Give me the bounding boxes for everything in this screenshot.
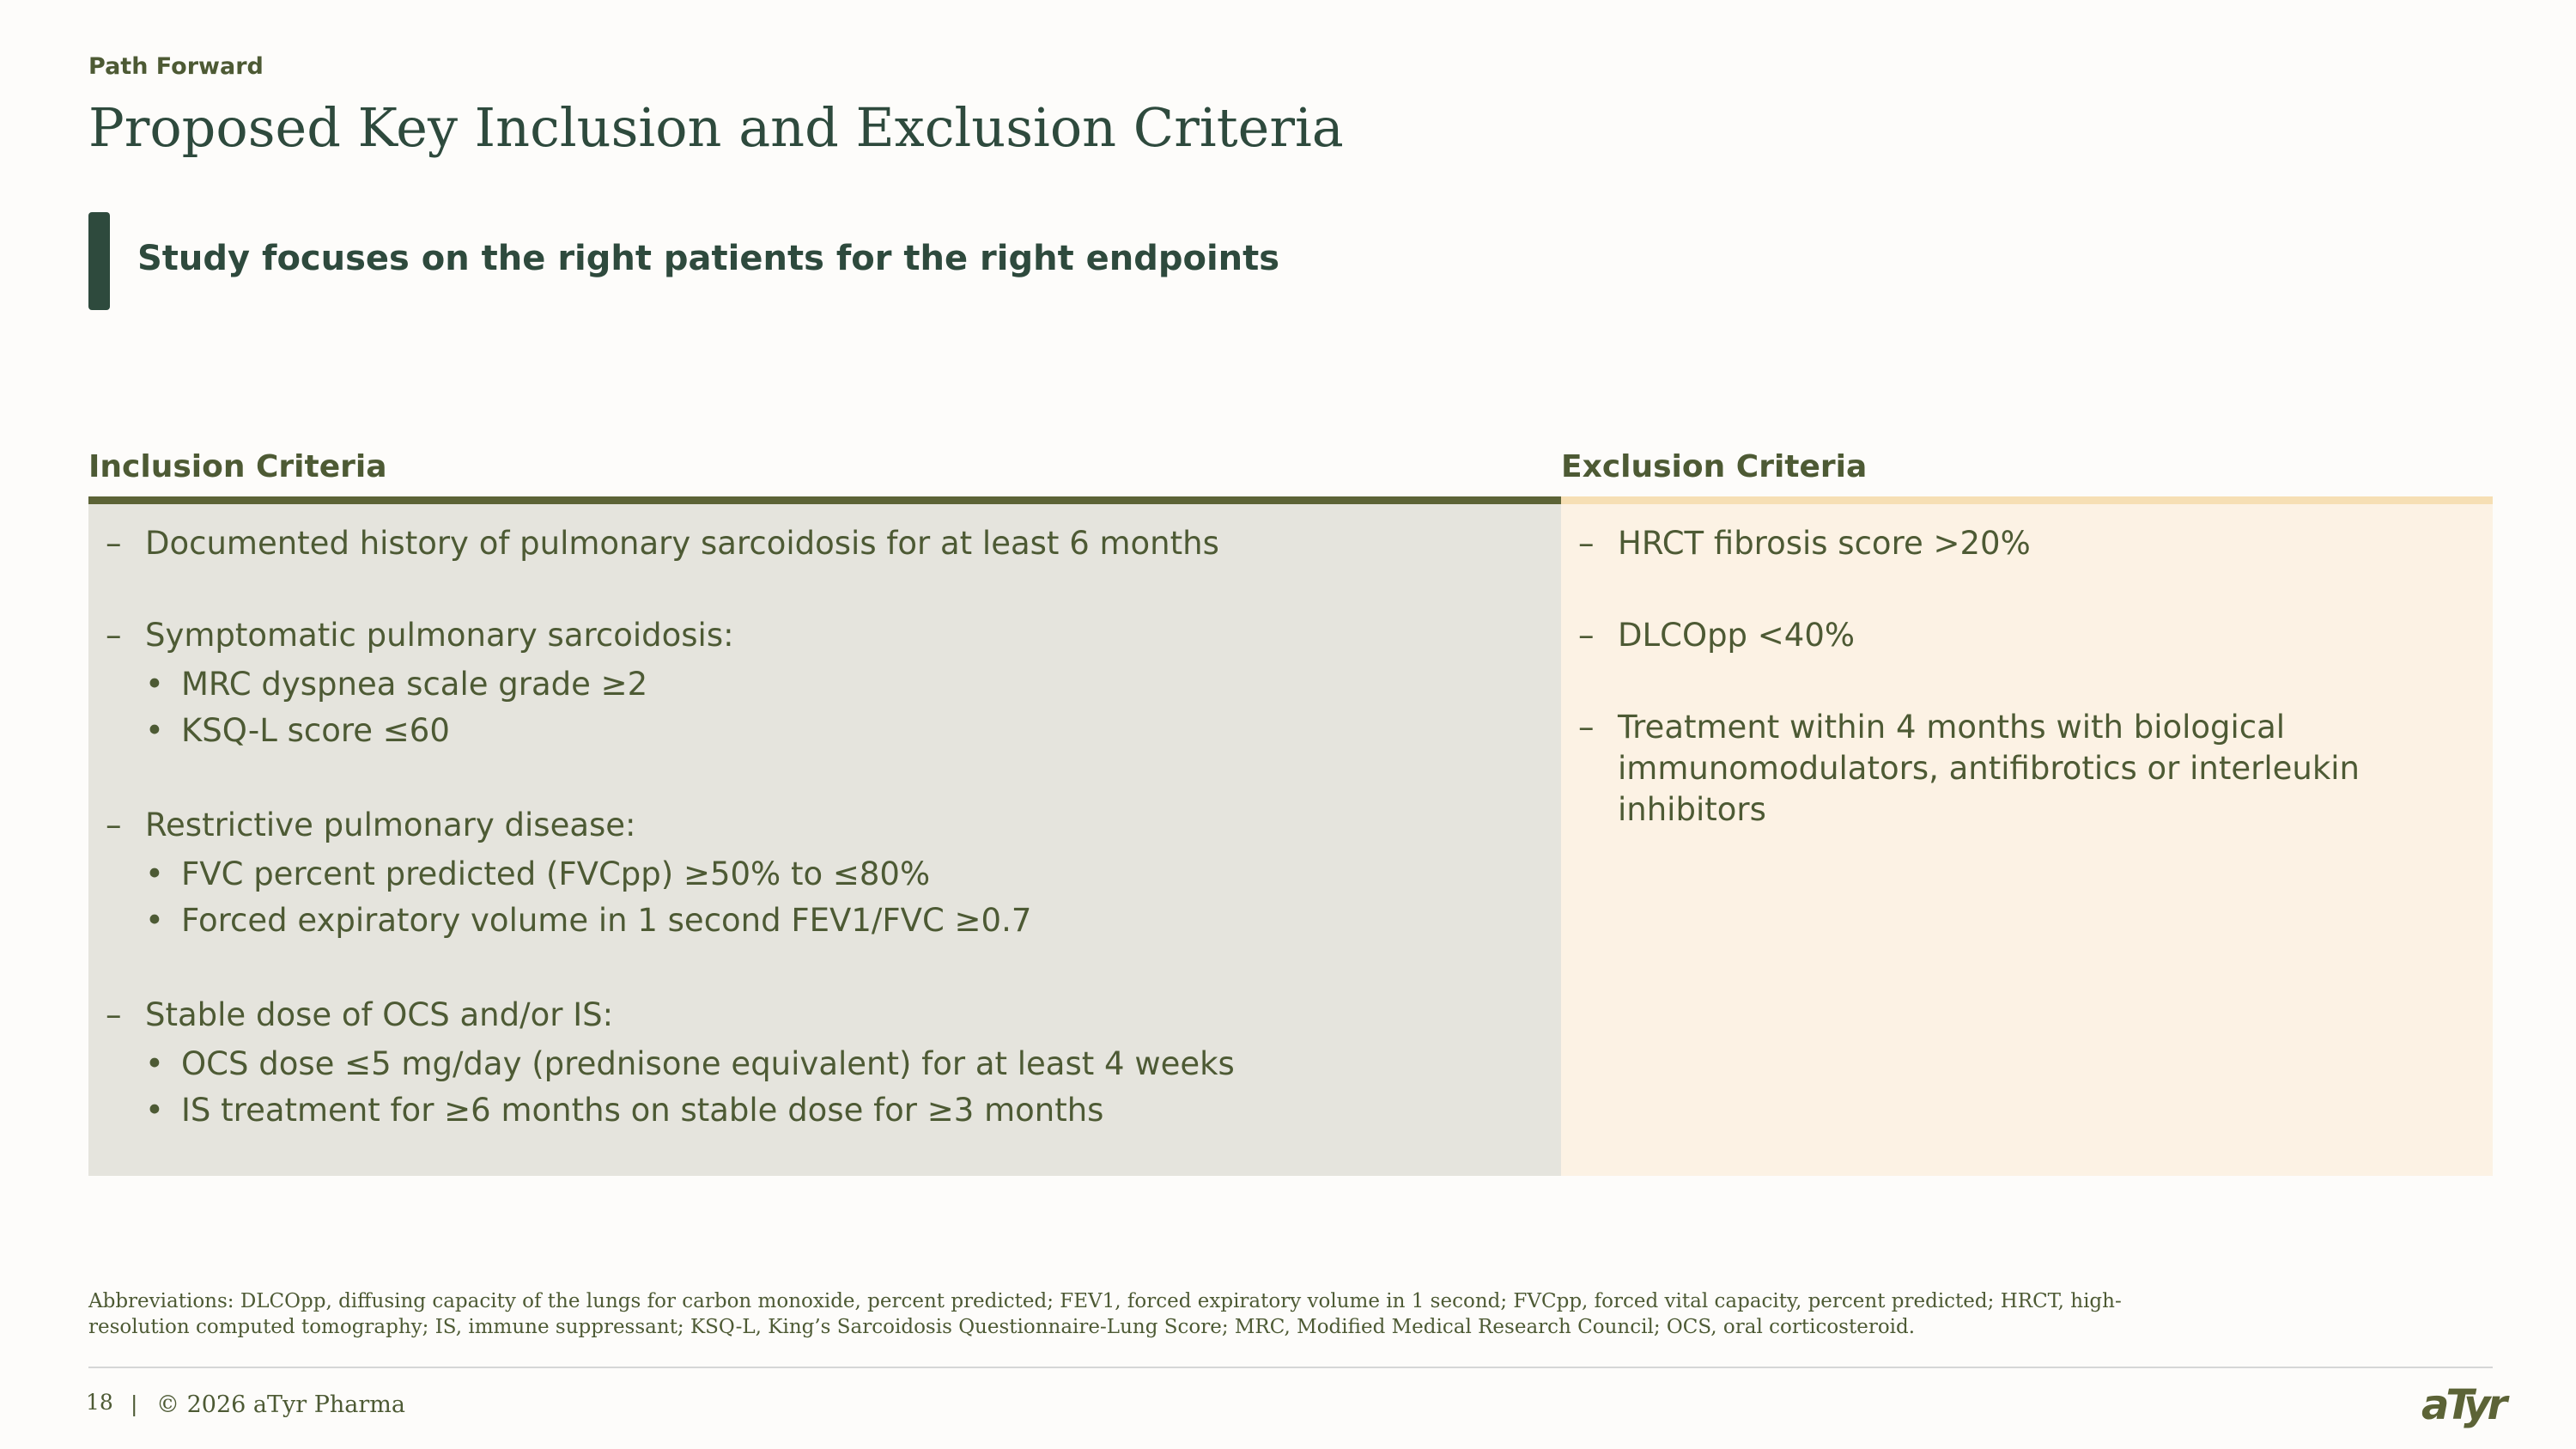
inclusion-sub-item: [145, 708, 1527, 754]
inclusion-rule: [88, 496, 1561, 504]
exclusion-list: [1561, 523, 2493, 831]
exclusion-item-text: HRCT fibrosis score >20%: [1618, 525, 2031, 562]
inclusion-item-text: Stable dose of OCS and/or IS:: [145, 996, 614, 1033]
dash-marker: –: [106, 617, 122, 654]
inclusion-list: [88, 523, 1561, 1134]
inclusion-item: [88, 523, 1561, 564]
bullet-marker: •: [145, 902, 164, 939]
bullet-marker: •: [145, 1092, 164, 1129]
dash-marker: –: [1578, 525, 1595, 562]
inclusion-sub-item: [145, 851, 1527, 898]
inclusion-sub-text: Forced expiratory volume in 1 second FEV1/FVC ≥0.7: [181, 902, 1032, 939]
footer-separator: |: [131, 1391, 138, 1416]
page-title: Proposed Key Inclusion and Exclusion Criteria: [88, 96, 1344, 159]
page-number: 18: [86, 1390, 113, 1415]
exclusion-rule: [1561, 496, 2493, 504]
inclusion-sub-item: [145, 661, 1527, 708]
inclusion-sub-text: KSQ-L score ≤60: [181, 712, 450, 749]
accent-bar: [88, 212, 110, 310]
inclusion-sub-list: [145, 1041, 1527, 1134]
inclusion-item-text: Documented history of pulmonary sarcoidosis for at least 6 months: [145, 525, 1219, 562]
inclusion-header: Inclusion Criteria: [88, 449, 387, 484]
inclusion-sub-list: [145, 851, 1527, 944]
inclusion-sub-item: [145, 1087, 1527, 1134]
inclusion-sub-text: OCS dose ≤5 mg/day (prednisone equivalent) for at least 4 weeks: [181, 1045, 1235, 1082]
section-label: Path Forward: [88, 53, 264, 80]
bullet-marker: •: [145, 1045, 164, 1082]
inclusion-sub-text: IS treatment for ≥6 months on stable dose for ≥3 months: [181, 1092, 1104, 1129]
inclusion-item: [88, 615, 1561, 754]
exclusion-item-text: DLCOpp <40%: [1618, 617, 1856, 654]
exclusion-item: [1561, 523, 2493, 564]
subheading: Study focuses on the right patients for the right endpoints: [137, 239, 1280, 278]
bullet-marker: •: [145, 712, 164, 749]
inclusion-item: [88, 805, 1561, 944]
inclusion-sub-item: [145, 1041, 1527, 1087]
dash-marker: –: [1578, 617, 1595, 654]
bullet-marker: •: [145, 855, 164, 892]
exclusion-item: [1561, 615, 2493, 656]
copyright-text: © 2026 aTyr Pharma: [156, 1391, 405, 1418]
inclusion-item-text: Symptomatic pulmonary sarcoidosis:: [145, 617, 734, 654]
inclusion-sub-text: FVC percent predicted (FVCpp) ≥50% to ≤80%: [181, 855, 931, 892]
exclusion-header: Exclusion Criteria: [1561, 449, 1868, 484]
dash-marker: –: [106, 996, 122, 1033]
bullet-marker: •: [145, 666, 164, 703]
exclusion-item: [1561, 707, 2493, 831]
company-logo: aTyr: [2421, 1381, 2505, 1429]
inclusion-sub-text: MRC dyspnea scale grade ≥2: [181, 666, 648, 703]
inclusion-sub-item: [145, 898, 1527, 944]
exclusion-item-text: Treatment within 4 months with biological immunomodulators, antifibrotics or interleukin inhibitors: [1618, 709, 2360, 828]
inclusion-sub-list: [145, 661, 1527, 754]
dash-marker: –: [1578, 709, 1595, 746]
footer-divider: [88, 1367, 2493, 1368]
abbreviations-footnote: Abbreviations: DLCOpp, diffusing capacity of the lungs for carbon monoxide, percent predicted; FEV1, forced expiratory volume in 1 second; FVCpp, forced vital capacity, percent predicted; HRCT, high-resolution computed tomography; IS, immune suppressant; KSQ-L, King’s Sarcoidosis Questionnaire-Lung Score; MRC, Modified Medical Research Council; OCS, oral corticosteroid.: [88, 1290, 2122, 1338]
exclusion-panel: [1561, 504, 2493, 1176]
inclusion-item-text: Restrictive pulmonary disease:: [145, 807, 636, 843]
dash-marker: –: [106, 525, 122, 562]
inclusion-item: [88, 995, 1561, 1134]
dash-marker: –: [106, 807, 122, 843]
inclusion-panel: [88, 504, 1561, 1176]
